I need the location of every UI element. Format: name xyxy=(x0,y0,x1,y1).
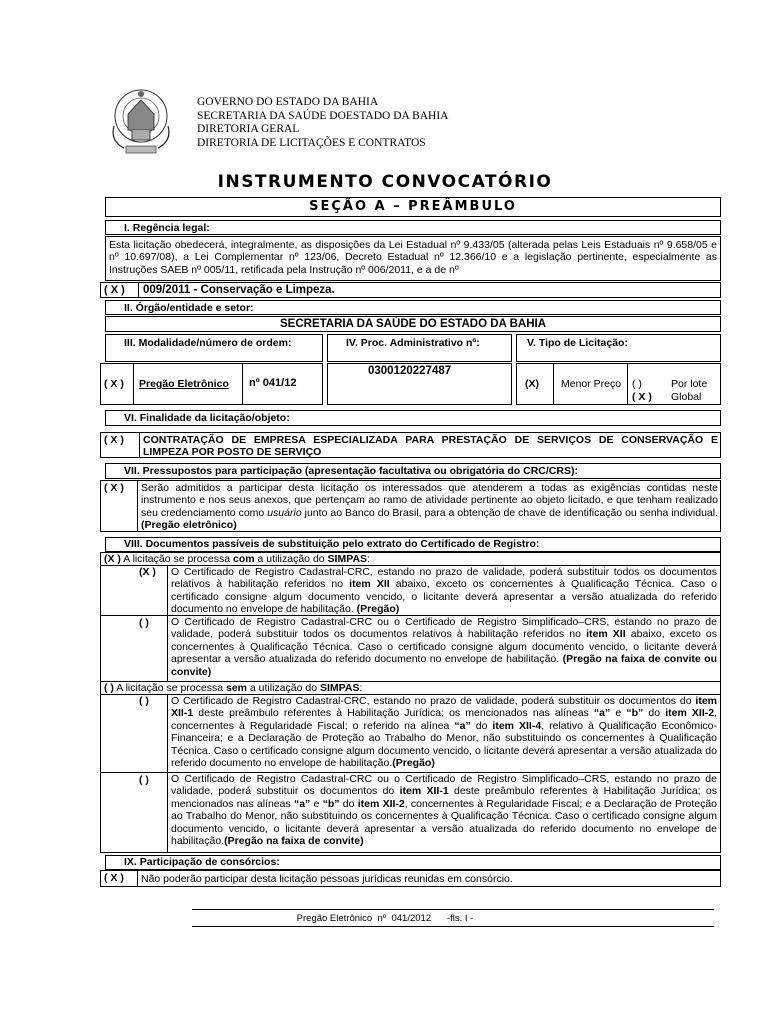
text-bold: item XII-2 xyxy=(665,707,715,720)
text-bold: (Pregão eletrônico) xyxy=(141,519,237,532)
section-5-value-box xyxy=(516,363,721,405)
document-title: INSTRUMENTO CONVOCATÓRIO xyxy=(217,172,553,192)
text: O Certificado de Registro Cadastral-CRC ou o Certificado de Registro Simplificado–CRS, estando no prazo de validade, poderá substituir todos os documentos relativos à habilitação referidos no xyxy=(171,616,717,641)
section-1-item: 009/2011 - Conservação e Limpeza. xyxy=(143,284,335,296)
section-9-heading-box xyxy=(105,855,721,870)
text: e xyxy=(310,797,323,810)
footer-text: Pregão Eletrônico nº 041/2012 -fls. I - xyxy=(296,913,474,924)
text: A licitação se processa xyxy=(120,553,233,565)
text-bold: item XII xyxy=(586,628,626,641)
text-italic: usuário xyxy=(267,506,302,519)
text-bold: “a” xyxy=(454,719,471,732)
section-3-modality: Pregão Eletrônico xyxy=(139,378,229,390)
text-bold: “a” xyxy=(593,707,611,720)
divider xyxy=(139,433,140,458)
section-4-value-box xyxy=(327,363,512,405)
section-8-heading: VIII. Documentos passíveis de substituição pelo extrato do Certificado de Registro: xyxy=(124,538,540,550)
section-7-heading-box xyxy=(105,463,721,479)
option-c-check: ( ) xyxy=(139,695,149,707)
section-3-value-box xyxy=(100,363,323,405)
text: O Certificado de Registro Cadastral-CRC, estando no prazo de validade, poderá substituir todos os documentos relativos à habilitação referidos no xyxy=(171,566,717,591)
section-9-heading: IX. Participação de consórcios: xyxy=(124,856,280,868)
text: a utilização do xyxy=(247,682,320,694)
text: abaixo, exceto os concernentes à Qualificação Técnica. Caso o certificado consigne algum documento vencido, o licitante deverá apresentar a versão atualizada do referido documento no envelope de habilitação. xyxy=(171,578,717,616)
option-d-text xyxy=(171,773,717,847)
section-7-heading: VII. Pressupostos para participação (apresentação facultativa ou obrigatória do CRC/CRS): xyxy=(124,465,578,477)
section-6-value-box xyxy=(100,432,721,458)
section-7-text xyxy=(141,482,718,532)
section-9-text: Não poderão participar desta licitação pessoas jurídicas reunidas em consórcio. xyxy=(141,873,513,885)
text: junto ao Banco do Brasil, para a obtenção de chave de identificação ou senha individual. xyxy=(301,506,718,519)
text: e xyxy=(610,707,627,720)
text: , concernentes à Regularidade Fiscal; o referido na alínea xyxy=(171,707,717,732)
section-9-check: ( X ) xyxy=(104,872,124,884)
section-2-heading: II. Órgão/entidade e setor: xyxy=(124,302,254,314)
text: deste preâmbulo referentes à Habilitação Jurídica; os mencionados nas alíneas xyxy=(171,785,717,810)
section-7-value-box xyxy=(100,480,721,532)
section-1-check: ( X ) xyxy=(104,284,125,296)
option-c-text xyxy=(171,695,717,769)
divider xyxy=(553,364,554,405)
divider xyxy=(138,283,139,298)
text: do xyxy=(643,707,666,720)
section-3-check: ( X ) xyxy=(104,378,124,390)
option-lot-label: Por lote xyxy=(671,378,708,390)
option-d-check: ( ) xyxy=(139,774,149,786)
text-bold: item XII-1 xyxy=(171,695,717,720)
section-6-heading: VI. Finalidade da licitação/objeto: xyxy=(124,412,290,424)
header-line-3: DIRETORIA GERAL xyxy=(197,123,300,135)
text: : xyxy=(367,553,370,565)
section-2-value: SECRETARIA DA SAÚDE DO ESTADO DA BAHIA xyxy=(280,318,546,330)
section-9-value-box xyxy=(100,870,721,887)
state-seal xyxy=(108,86,174,158)
section-8-without-simpas xyxy=(100,681,721,853)
section-5-heading-box xyxy=(516,334,721,362)
text: abaixo, exceto os concernentes à Qualificação Técnica. Caso o certificado consigne algum documento vencido, o licitante deverá apresentar a versão atualizada do referido documento no envelope de habilitação. xyxy=(171,628,717,666)
text-bold: (Pregão) xyxy=(356,603,400,616)
section-5-type: Menor Preço xyxy=(561,378,622,390)
divider xyxy=(137,481,138,532)
section-3-heading: III. Modalidade/número de ordem: xyxy=(124,337,292,349)
text-bold: SIMPAS xyxy=(327,553,368,565)
option-a-check: (X ) xyxy=(139,566,156,578)
text: O Certificado de Registro Cadastral-CRC ou o Certificado de Registro Simplificado–CRS, estando no prazo de validade, poderá substituir os documentos do xyxy=(171,773,717,798)
header-line-4: DIRETORIA DE LICITAÇÕES E CONTRATOS xyxy=(197,136,426,149)
footer-rule xyxy=(192,909,714,910)
text-bold: item XII-2 xyxy=(357,797,405,810)
section-5-heading: V. Tipo de Licitação: xyxy=(527,337,628,349)
text-bold: “b” xyxy=(626,707,644,720)
section-5-check: (X) xyxy=(525,378,539,390)
text: O Certificado de Registro Cadastral-CRC, estando no prazo de validade, poderá substituir os documentos do xyxy=(171,695,696,707)
text-bold: item XII-1 xyxy=(399,785,449,798)
section-6-check: ( X ) xyxy=(104,434,124,446)
text-bold: (Pregão na faixa de convite ou convite) xyxy=(171,653,717,678)
text: Serão admitidos a participar desta licitação os interessados que atenderem a todas as exigências contidas neste instrumento e nos seus anexos, que pertençam ao ramo de atividade pertinente ao objeto licitado, e que tenham realizado seu credenciamento como xyxy=(141,482,718,519)
without-simpas-line xyxy=(104,682,362,694)
text: , relativo à Qualificação Econômico-Financeira; e a Declaração de Proteção ao Trabalho do Menor, não substituindo os concernentes à Qualificação Técnica. Caso o certificado consigne algum documento vencido, o licitante deverá apresentar a versão atualizada do referido documento no envelope de habilitação. xyxy=(171,719,718,770)
section-2-heading-box xyxy=(105,300,721,315)
letterhead xyxy=(197,96,449,150)
text: A licitação se processa xyxy=(113,682,226,694)
text: do xyxy=(470,719,493,732)
section-1-item-row xyxy=(100,282,721,298)
text-bold: (Pregão na faixa de convite) xyxy=(224,835,364,848)
option-b-check: ( ) xyxy=(139,617,149,629)
text-bold: com xyxy=(232,553,255,565)
check: ( ) xyxy=(104,682,114,694)
text: : xyxy=(359,682,363,694)
section-3-number: nº 041/12 xyxy=(249,377,297,389)
section-4-value: 0300120227487 xyxy=(368,365,452,377)
section-8-heading-box xyxy=(105,537,721,552)
check: (X ) xyxy=(104,553,121,565)
text: , concernentes à Regularidade Fiscal; e a Declaração de Proteção ao Trabalho do Menor, não substituindo os concernentes à Qualificação Técnica. Caso o certificado consigne algum documento vencido, o licitante deverá apresentar a versão atualizada do referido documento no envelope de habilitação. xyxy=(171,797,717,848)
section-7-check: ( X ) xyxy=(104,482,124,494)
header-line-1: GOVERNO DO ESTADO DA BAHIA xyxy=(197,96,379,108)
divider xyxy=(167,565,168,682)
option-global-check: ( X ) xyxy=(632,391,652,403)
text-bold: item XII-4 xyxy=(492,719,542,732)
text-bold: item XII xyxy=(349,578,390,591)
footer-rule xyxy=(192,926,714,927)
section-8-with-simpas xyxy=(100,552,721,682)
section-1-text: Esta licitação obedecerá, integralmente, as disposições da Lei Estadual nº 9.433/05 (alterada pelas Leis Estaduais nº 9.658/05 e nº 10.697/08), a Lei Complementar nº 123/06, Decreto Estadual nº 12.366/10 e a legislação pertinente, especialmente as Instruções SAEB nº 005/11, retificada pela Instrução nº 006/2011, e a de nº xyxy=(105,236,721,281)
text-bold: (Pregão) xyxy=(392,757,435,770)
section-2-value-box xyxy=(105,316,721,332)
text: a utilização do xyxy=(254,553,328,565)
option-a-text xyxy=(171,566,717,616)
option-lot-check: ( ) xyxy=(632,378,642,390)
header-line-2: SECRETARIA DA SAÚDE DOESTADO DA BAHIA xyxy=(197,109,449,122)
section-6-text: CONTRATAÇÃO DE EMPRESA ESPECIALIZADA PARA PRESTAÇÃO DE SERVIÇOS DE CONSERVAÇÃO E LIMPEZA POR POSTO DE SERVIÇO xyxy=(143,434,718,459)
section-1-heading: I. Regência legal: xyxy=(124,222,210,234)
text-bold: sem xyxy=(225,682,247,694)
option-b-text xyxy=(171,616,717,678)
section-4-heading-box xyxy=(327,334,512,362)
divider xyxy=(137,871,138,887)
divider xyxy=(242,364,243,405)
with-simpas-line xyxy=(104,553,370,565)
section-3-heading-box xyxy=(105,334,323,362)
divider xyxy=(627,364,628,405)
text: do xyxy=(339,797,358,810)
text: deste preâmbulo referentes à Habilitação Jurídica; os mencionados nas alíneas xyxy=(193,707,594,720)
text-bold: “b” xyxy=(322,797,340,810)
option-global-label: Global xyxy=(671,391,702,403)
text-bold: SIMPAS xyxy=(319,682,360,694)
divider xyxy=(133,364,134,405)
divider xyxy=(167,694,168,853)
section-4-heading: IV. Proc. Administrativo nº: xyxy=(346,337,480,349)
section-1-heading-box xyxy=(105,220,721,235)
section-a-title: SEÇÃO A – PREÂMBULO xyxy=(105,197,721,217)
section-6-heading-box xyxy=(105,410,721,426)
text-bold: “a” xyxy=(293,797,311,810)
